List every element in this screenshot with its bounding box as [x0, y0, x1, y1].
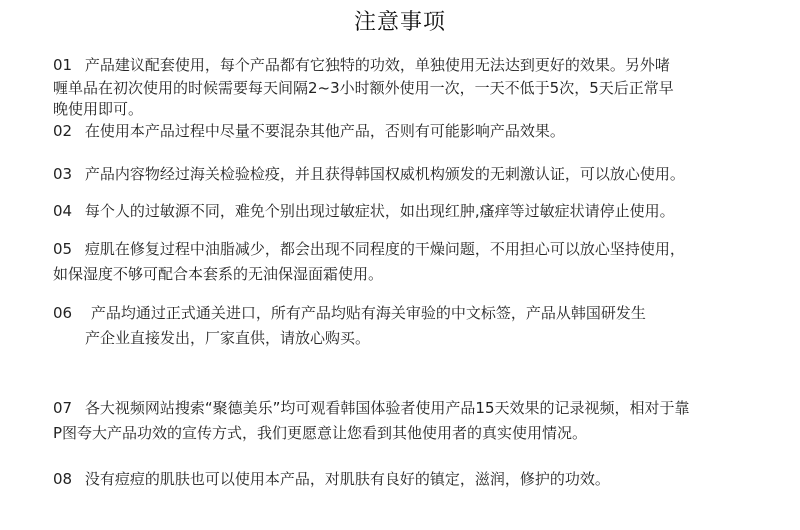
note-01-line-1: [53, 54, 670, 77]
note-02-number: 02: [53, 122, 73, 140]
note-07-number: 07: [53, 399, 73, 417]
note-05-text-line-2: 如保湿度不够可配合本套系的无油保湿面霜使用。: [53, 265, 384, 283]
note-01-number: 01: [53, 56, 73, 74]
note-04-number: 04: [53, 202, 73, 220]
note-07-line-1: [53, 397, 690, 420]
note-02-text: 在使用本产品过程中尽量不要混杂其他产品，否则有可能影响产品效果。: [84, 122, 565, 140]
note-01-text-line-3: 晚使用即可。: [53, 100, 144, 118]
note-06-number: 06: [53, 304, 73, 322]
note-04-text: 每个人的过敏源不同，难免个别出现过敏症状，如出现红肿,瘙痒等过敏症状请停止使用。: [84, 202, 675, 220]
note-01-text-line-1: 产品建议配套使用，每个产品都有它独特的功效，单独使用无法达到更好的效果。另外啫: [84, 56, 670, 74]
note-08-text: 没有痘痘的肌肤也可以使用本产品，对肌肤有良好的镇定，滋润，修护的功效。: [84, 470, 610, 488]
note-07-text-line-2: P图夸大产品功效的宣传方式，我们更愿意让您看到其他使用者的真实使用情况。: [53, 424, 588, 442]
note-04: [53, 200, 675, 223]
note-08: [53, 468, 610, 491]
note-01-text-line-2: 喱单品在初次使用的时候需要每天间隔2~3小时额外使用一次，一天不低于5次，5天后正常早: [53, 79, 674, 97]
note-05-line-1: [53, 238, 685, 261]
note-03: [53, 163, 685, 186]
note-02: [53, 120, 565, 143]
note-08-number: 08: [53, 470, 73, 488]
note-05-text-line-1: 痘肌在修复过程中油脂减少，都会出现不同程度的干燥问题，不用担心可以放心坚持使用，: [84, 240, 685, 258]
note-06-text-line-1: 产品均通过正式通关进口，所有产品均贴有海关审验的中文标签，产品从韩国研发生: [90, 304, 646, 322]
note-06-text-line-2: 产企业直接发出，厂家直供，请放心购买。: [85, 329, 371, 347]
note-05-number: 05: [53, 240, 73, 258]
note-03-text: 产品内容物经过海关检验检疫，并且获得韩国权威机构颁发的无刺激认证，可以放心使用。: [84, 165, 685, 183]
page-title: 注意事项: [353, 10, 446, 35]
note-06-line-1: [53, 302, 646, 325]
note-07-text-line-1: 各大视频网站搜索“聚德美乐”均可观看韩国体验者使用产品15天效果的记录视频，相对于靠: [84, 399, 690, 417]
note-03-number: 03: [53, 165, 73, 183]
